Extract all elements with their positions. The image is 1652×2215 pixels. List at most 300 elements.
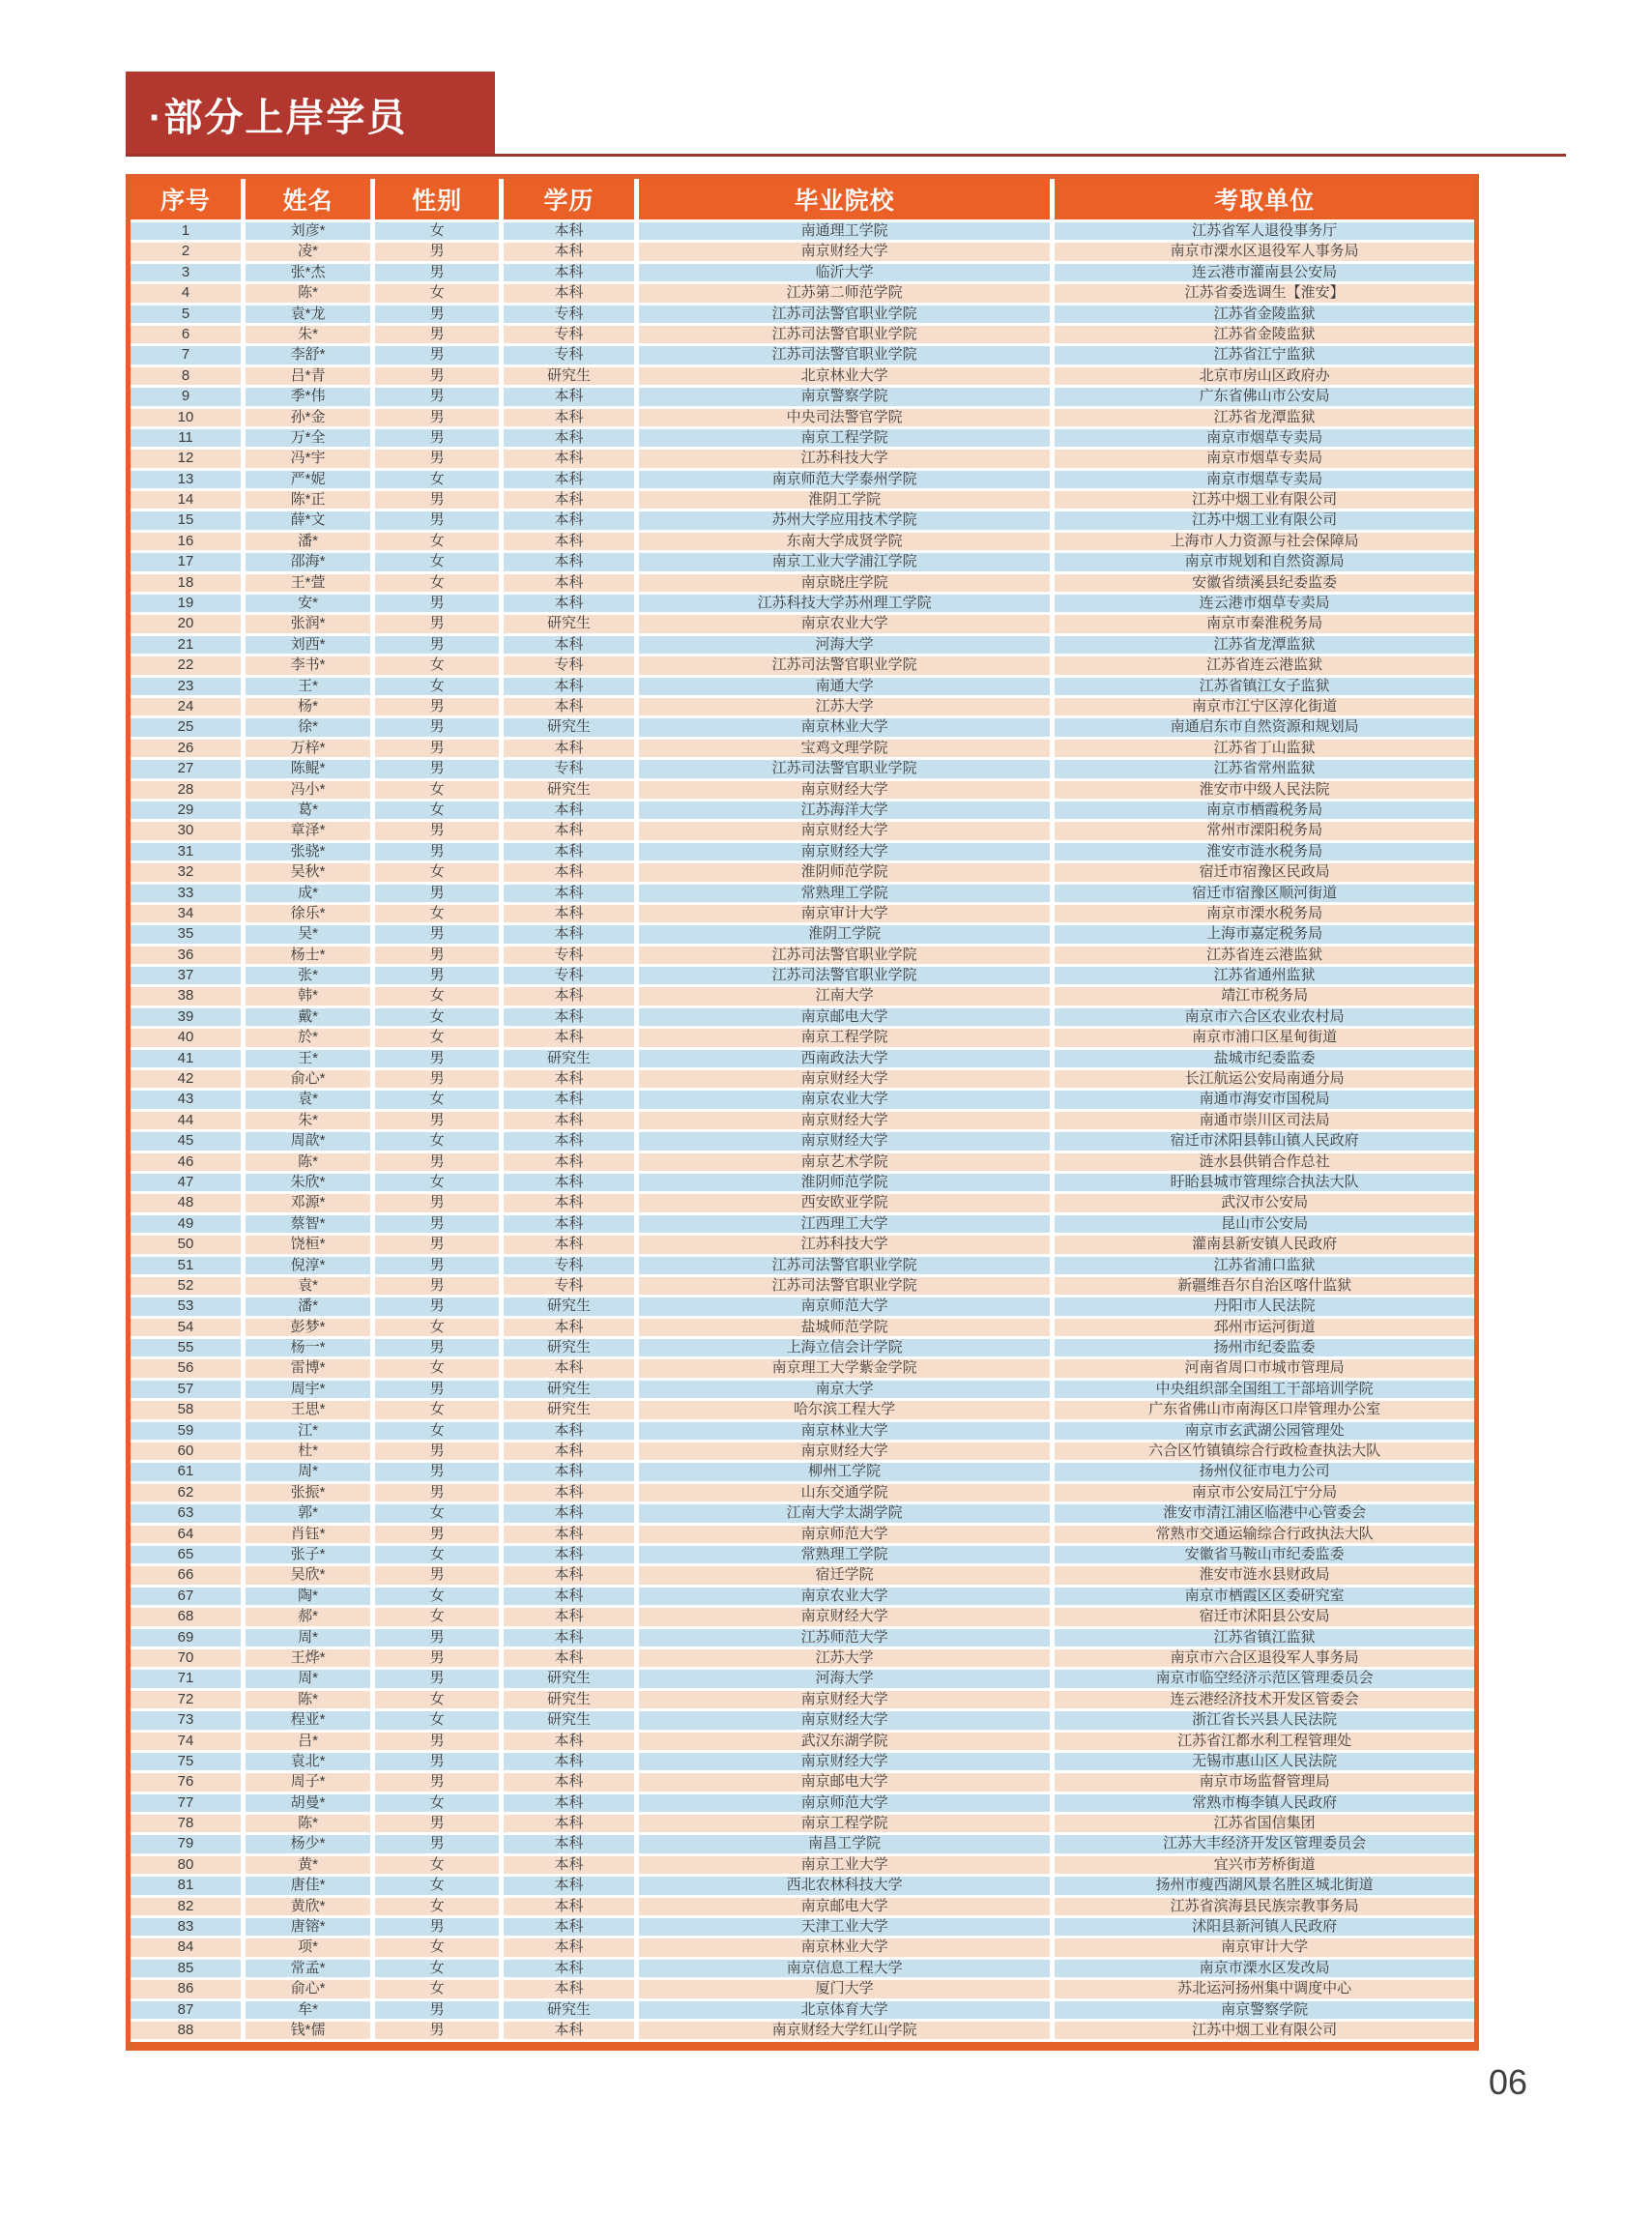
cell-gender: 女: [375, 1588, 499, 1605]
table-row: [130, 1194, 1474, 1211]
cell-school: 北京体育大学: [639, 2001, 1050, 2019]
table-row: [130, 1422, 1474, 1440]
cell-school: 江苏司法警官职业学院: [639, 967, 1050, 984]
cell-school: 江苏司法警官职业学院: [639, 656, 1050, 674]
cell-unit: 南通启东市自然资源和规划局: [1055, 718, 1474, 736]
cell-gender: 男: [375, 388, 499, 405]
cell-unit: 常熟市梅李镇人民政府: [1055, 1794, 1474, 1812]
cell-unit: 沭阳县新河镇人民政府: [1055, 1918, 1474, 1936]
cell-name: 倪淳*: [246, 1257, 370, 1274]
cell-index: 46: [130, 1153, 241, 1171]
table-row: [130, 574, 1474, 592]
cell-name: 葛*: [246, 801, 370, 819]
table-row: [130, 1215, 1474, 1233]
cell-index: 71: [130, 1670, 241, 1687]
cell-school: 南京财经大学: [639, 1753, 1050, 1770]
cell-index: 22: [130, 656, 241, 674]
cell-index: 17: [130, 553, 241, 570]
cell-unit: 盐城市纪委监委: [1055, 1050, 1474, 1067]
cell-index: 28: [130, 781, 241, 799]
cell-unit: 江苏省国信集团: [1055, 1815, 1474, 1832]
cell-name: 周宇*: [246, 1381, 370, 1398]
cell-degree: 本科: [504, 429, 634, 447]
cell-name: 季*伟: [246, 388, 370, 405]
table-row: [130, 1359, 1474, 1377]
cell-school: 南京工业大学浦江学院: [639, 553, 1050, 570]
table-row: [130, 1938, 1474, 1956]
cell-index: 86: [130, 1980, 241, 1997]
cell-school: 厦门大学: [639, 1980, 1050, 1997]
table-row: [130, 1029, 1474, 1046]
cell-name: 江*: [246, 1422, 370, 1440]
cell-index: 38: [130, 987, 241, 1005]
cell-index: 67: [130, 1588, 241, 1605]
table-row: [130, 306, 1474, 323]
cell-gender: 男: [375, 2001, 499, 2019]
cell-index: 52: [130, 1277, 241, 1295]
table-row: [130, 1070, 1474, 1088]
cell-index: 3: [130, 264, 241, 281]
table-row: [130, 2022, 1474, 2039]
cell-school: 江苏司法警官职业学院: [639, 346, 1050, 364]
cell-degree: 本科: [504, 1980, 634, 1997]
cell-name: 吴秋*: [246, 863, 370, 881]
cell-unit: 江苏省江宁监狱: [1055, 346, 1474, 364]
cell-name: 陶*: [246, 1588, 370, 1605]
cell-name: 王*萱: [246, 574, 370, 592]
table-row: [130, 760, 1474, 777]
cell-gender: 男: [375, 409, 499, 426]
cell-index: 74: [130, 1733, 241, 1750]
table-row: [130, 656, 1474, 674]
table-row: [130, 1277, 1474, 1295]
table-row: [130, 450, 1474, 467]
cell-degree: 本科: [504, 471, 634, 488]
cell-gender: 女: [375, 1794, 499, 1812]
cell-degree: 本科: [504, 1794, 634, 1812]
cell-degree: 本科: [504, 1422, 634, 1440]
cell-name: 唐佳*: [246, 1877, 370, 1894]
cell-gender: 男: [375, 1277, 499, 1295]
cell-gender: 男: [375, 306, 499, 323]
cell-degree: 本科: [504, 822, 634, 839]
table-row: [130, 905, 1474, 922]
cell-gender: 女: [375, 905, 499, 922]
cell-degree: 本科: [504, 1815, 634, 1832]
cell-name: 袁*: [246, 1277, 370, 1295]
cell-degree: 本科: [504, 1443, 634, 1460]
table-row: [130, 740, 1474, 757]
cell-school: 柳州工学院: [639, 1463, 1050, 1480]
cell-index: 21: [130, 636, 241, 654]
cell-school: 江南大学太湖学院: [639, 1504, 1050, 1522]
cell-name: 郭*: [246, 1504, 370, 1522]
cell-school: 南京财经大学: [639, 1711, 1050, 1729]
cell-school: 东南大学成贤学院: [639, 533, 1050, 550]
cell-unit: 南京市溧水税务局: [1055, 905, 1474, 922]
cell-gender: 女: [375, 1319, 499, 1336]
cell-name: 周歆*: [246, 1132, 370, 1150]
cell-index: 14: [130, 491, 241, 509]
cell-gender: 男: [375, 636, 499, 654]
cell-degree: 专科: [504, 306, 634, 323]
cell-unit: 上海市人力资源与社会保障局: [1055, 533, 1474, 550]
section-title: ·部分上岸学员: [149, 96, 408, 139]
cell-unit: 浙江省长兴县人民法院: [1055, 1711, 1474, 1729]
cell-name: 潘*: [246, 533, 370, 550]
cell-school: 宝鸡文理学院: [639, 740, 1050, 757]
cell-unit: 江苏省江都水利工程管理处: [1055, 1733, 1474, 1750]
cell-school: 南京农业大学: [639, 615, 1050, 632]
table-row: [130, 1649, 1474, 1667]
table-row: [130, 1132, 1474, 1150]
cell-gender: 男: [375, 1918, 499, 1936]
cell-degree: 本科: [504, 1112, 634, 1129]
cell-name: 周*: [246, 1629, 370, 1647]
cell-name: 王*: [246, 1050, 370, 1067]
cell-index: 82: [130, 1898, 241, 1915]
cell-gender: 女: [375, 1422, 499, 1440]
cell-unit: 南京市六合区农业农村局: [1055, 1008, 1474, 1026]
cell-unit: 江苏省龙潭监狱: [1055, 636, 1474, 654]
cell-school: 天津工业大学: [639, 1918, 1050, 1936]
cell-name: 蔡智*: [246, 1215, 370, 1233]
cell-unit: 邳州市运河街道: [1055, 1319, 1474, 1336]
cell-unit: 武汉市公安局: [1055, 1194, 1474, 1211]
header-cell: 性别: [375, 179, 499, 219]
table-row: [130, 1526, 1474, 1543]
cell-unit: 南通市崇川区司法局: [1055, 1112, 1474, 1129]
cell-gender: 男: [375, 1526, 499, 1543]
cell-name: 邵海*: [246, 553, 370, 570]
cell-index: 1: [130, 222, 241, 240]
cell-school: 淮阴师范学院: [639, 1174, 1050, 1191]
cell-unit: 南京市规划和自然资源局: [1055, 553, 1474, 570]
cell-degree: 本科: [504, 885, 634, 902]
cell-index: 65: [130, 1546, 241, 1563]
cell-name: 俞心*: [246, 1070, 370, 1088]
cell-name: 陈*: [246, 1691, 370, 1708]
cell-school: 南京晓庄学院: [639, 574, 1050, 592]
table-row: [130, 1753, 1474, 1770]
table-row: [130, 1960, 1474, 1977]
table-row: [130, 822, 1474, 839]
cell-gender: 男: [375, 1463, 499, 1480]
table-row: [130, 987, 1474, 1005]
cell-degree: 本科: [504, 1566, 634, 1584]
cell-index: 16: [130, 533, 241, 550]
cell-school: 江苏科技大学: [639, 450, 1050, 467]
cell-name: 周*: [246, 1463, 370, 1480]
cell-unit: 靖江市税务局: [1055, 987, 1474, 1005]
cell-degree: 专科: [504, 326, 634, 343]
cell-gender: 女: [375, 1546, 499, 1563]
cell-index: 50: [130, 1236, 241, 1253]
table-row: [130, 222, 1474, 240]
cell-index: 48: [130, 1194, 241, 1211]
table-row: [130, 1670, 1474, 1687]
cell-name: 杨一*: [246, 1339, 370, 1356]
table-row: [130, 1980, 1474, 1997]
cell-unit: 江苏省镇江女子监狱: [1055, 678, 1474, 695]
table-row: [130, 553, 1474, 570]
cell-unit: 广东省佛山市南海区口岸管理办公室: [1055, 1401, 1474, 1418]
cell-unit: 昆山市公安局: [1055, 1215, 1474, 1233]
cell-name: 黄欣*: [246, 1898, 370, 1915]
cell-unit: 南京市烟草专卖局: [1055, 450, 1474, 467]
table-row: [130, 1297, 1474, 1315]
cell-unit: 江苏省金陵监狱: [1055, 326, 1474, 343]
cell-school: 南京财经大学: [639, 1691, 1050, 1708]
cell-school: 南京农业大学: [639, 1588, 1050, 1605]
cell-school: 南京工程学院: [639, 1815, 1050, 1832]
cell-name: 吕*: [246, 1733, 370, 1750]
cell-gender: 男: [375, 429, 499, 447]
cell-unit: 江苏省镇江监狱: [1055, 1629, 1474, 1647]
cell-unit: 扬州市瘦西湖风景名胜区城北街道: [1055, 1877, 1474, 1894]
cell-gender: 女: [375, 1960, 499, 1977]
cell-school: 南京财经大学: [639, 822, 1050, 839]
cell-school: 南京工程学院: [639, 429, 1050, 447]
cell-gender: 女: [375, 781, 499, 799]
cell-name: 胡曼*: [246, 1794, 370, 1812]
cell-school: 南京师范大学: [639, 1526, 1050, 1543]
cell-name: 张骁*: [246, 843, 370, 860]
table-row: [130, 2001, 1474, 2019]
cell-degree: 本科: [504, 863, 634, 881]
table-row: [130, 533, 1474, 550]
cell-school: 南京工程学院: [639, 1029, 1050, 1046]
cell-index: 79: [130, 1835, 241, 1852]
cell-degree: 本科: [504, 1091, 634, 1108]
cell-gender: 男: [375, 1050, 499, 1067]
cell-school: 南京师范大学: [639, 1794, 1050, 1812]
cell-name: 吕*青: [246, 367, 370, 385]
cell-unit: 连云港经济技术开发区管委会: [1055, 1691, 1474, 1708]
cell-degree: 研究生: [504, 1711, 634, 1729]
cell-degree: 本科: [504, 574, 634, 592]
cell-unit: 安徽省绩溪县纪委监委: [1055, 574, 1474, 592]
cell-unit: 安徽省马鞍山市纪委监委: [1055, 1546, 1474, 1563]
cell-degree: 本科: [504, 1960, 634, 1977]
cell-index: 11: [130, 429, 241, 447]
cell-name: 陈*: [246, 1815, 370, 1832]
cell-unit: 江苏省滨海县民族宗教事务局: [1055, 1898, 1474, 1915]
header-cell: 学历: [504, 179, 634, 219]
cell-school: 南京财经大学: [639, 243, 1050, 260]
cell-degree: 本科: [504, 1629, 634, 1647]
title-rule-divider: [126, 154, 1566, 157]
cell-index: 30: [130, 822, 241, 839]
cell-gender: 男: [375, 1773, 499, 1791]
cell-name: 陈鲲*: [246, 760, 370, 777]
cell-name: 朱欣*: [246, 1174, 370, 1191]
cell-gender: 女: [375, 471, 499, 488]
cell-name: 俞心*: [246, 1980, 370, 1997]
students-table: [126, 174, 1479, 2051]
cell-name: 雷博*: [246, 1359, 370, 1377]
cell-index: 25: [130, 718, 241, 736]
cell-degree: 本科: [504, 2022, 634, 2039]
cell-index: 64: [130, 1526, 241, 1543]
cell-degree: 本科: [504, 1938, 634, 1956]
cell-degree: 本科: [504, 698, 634, 715]
table-row: [130, 1339, 1474, 1356]
cell-school: 江苏司法警官职业学院: [639, 947, 1050, 964]
table-row: [130, 636, 1474, 654]
cell-gender: 男: [375, 1629, 499, 1647]
cell-gender: 女: [375, 1608, 499, 1625]
cell-gender: 女: [375, 987, 499, 1005]
cell-degree: 专科: [504, 967, 634, 984]
cell-index: 8: [130, 367, 241, 385]
cell-name: 万梓*: [246, 740, 370, 757]
header-cell: 考取单位: [1055, 179, 1474, 219]
cell-degree: 本科: [504, 1918, 634, 1936]
cell-school: 南京财经大学: [639, 1132, 1050, 1150]
cell-degree: 研究生: [504, 1381, 634, 1398]
cell-name: 冯*宇: [246, 450, 370, 467]
cell-degree: 研究生: [504, 1297, 634, 1315]
cell-gender: 男: [375, 1112, 499, 1129]
cell-school: 苏州大学应用技术学院: [639, 511, 1050, 529]
cell-gender: 女: [375, 656, 499, 674]
cell-name: 黄*: [246, 1856, 370, 1874]
cell-index: 68: [130, 1608, 241, 1625]
table-row: [130, 863, 1474, 881]
cell-name: 杜*: [246, 1443, 370, 1460]
cell-gender: 男: [375, 760, 499, 777]
cell-index: 10: [130, 409, 241, 426]
cell-unit: 宿迁市宿豫区顺河街道: [1055, 885, 1474, 902]
cell-gender: 男: [375, 346, 499, 364]
cell-unit: 南京市场监督管理局: [1055, 1773, 1474, 1791]
cell-gender: 男: [375, 1381, 499, 1398]
cell-gender: 女: [375, 1856, 499, 1874]
cell-name: 邓源*: [246, 1194, 370, 1211]
cell-school: 南京农业大学: [639, 1091, 1050, 1108]
cell-unit: 无锡市惠山区人民法院: [1055, 1753, 1474, 1770]
cell-gender: 男: [375, 2022, 499, 2039]
cell-gender: 女: [375, 1174, 499, 1191]
cell-degree: 专科: [504, 346, 634, 364]
cell-name: 项*: [246, 1938, 370, 1956]
cell-gender: 女: [375, 553, 499, 570]
cell-index: 66: [130, 1566, 241, 1584]
cell-unit: 淮安市涟水税务局: [1055, 843, 1474, 860]
cell-degree: 本科: [504, 1236, 634, 1253]
cell-index: 26: [130, 740, 241, 757]
cell-name: 於*: [246, 1029, 370, 1046]
cell-index: 47: [130, 1174, 241, 1191]
cell-name: 韩*: [246, 987, 370, 1005]
cell-gender: 男: [375, 947, 499, 964]
cell-index: 73: [130, 1711, 241, 1729]
cell-index: 20: [130, 615, 241, 632]
cell-unit: 江苏省龙潭监狱: [1055, 409, 1474, 426]
cell-name: 陈*: [246, 1153, 370, 1171]
table-row: [130, 511, 1474, 529]
cell-index: 43: [130, 1091, 241, 1108]
table-row: [130, 967, 1474, 984]
cell-degree: 研究生: [504, 1401, 634, 1418]
cell-unit: 南京市栖霞税务局: [1055, 801, 1474, 819]
table-body: [130, 222, 1474, 2039]
cell-index: 33: [130, 885, 241, 902]
cell-degree: 本科: [504, 1319, 634, 1336]
cell-degree: 本科: [504, 388, 634, 405]
cell-gender: 女: [375, 533, 499, 550]
table-row: [130, 947, 1474, 964]
cell-school: 南京财经大学: [639, 1070, 1050, 1088]
cell-gender: 男: [375, 264, 499, 281]
cell-gender: 女: [375, 1691, 499, 1708]
cell-gender: 男: [375, 1670, 499, 1687]
cell-index: 69: [130, 1629, 241, 1647]
cell-degree: 本科: [504, 678, 634, 695]
cell-name: 孙*金: [246, 409, 370, 426]
table-row: [130, 388, 1474, 405]
cell-unit: 宿迁市沭阳县韩山镇人民政府: [1055, 1132, 1474, 1150]
cell-degree: 研究生: [504, 615, 634, 632]
cell-name: 刘西*: [246, 636, 370, 654]
cell-name: 张振*: [246, 1484, 370, 1501]
cell-degree: 研究生: [504, 1670, 634, 1687]
cell-gender: 男: [375, 1215, 499, 1233]
cell-school: 南京信息工程大学: [639, 1960, 1050, 1977]
cell-index: 36: [130, 947, 241, 964]
table-row: [130, 1546, 1474, 1563]
cell-unit: 江苏省常州监狱: [1055, 760, 1474, 777]
cell-school: 南昌工学院: [639, 1835, 1050, 1852]
table-row: [130, 595, 1474, 612]
cell-unit: 南京市溧水区退役军人事务局: [1055, 243, 1474, 260]
cell-gender: 男: [375, 1257, 499, 1274]
table-row: [130, 1443, 1474, 1460]
cell-degree: 本科: [504, 1773, 634, 1791]
cell-index: 59: [130, 1422, 241, 1440]
cell-name: 肖钰*: [246, 1526, 370, 1543]
cell-school: 西南政法大学: [639, 1050, 1050, 1067]
cell-school: 南京理工大学紫金学院: [639, 1359, 1050, 1377]
cell-gender: 女: [375, 1091, 499, 1108]
cell-gender: 女: [375, 574, 499, 592]
cell-gender: 女: [375, 284, 499, 302]
cell-gender: 男: [375, 1297, 499, 1315]
cell-name: 朱*: [246, 1112, 370, 1129]
table-row: [130, 409, 1474, 426]
cell-index: 49: [130, 1215, 241, 1233]
cell-unit: 扬州仪征市电力公司: [1055, 1463, 1474, 1480]
cell-degree: 本科: [504, 511, 634, 529]
cell-name: 陈*正: [246, 491, 370, 509]
cell-index: 81: [130, 1877, 241, 1894]
cell-degree: 专科: [504, 1277, 634, 1295]
cell-gender: 男: [375, 698, 499, 715]
table-row: [130, 367, 1474, 385]
table-row: [130, 1629, 1474, 1647]
cell-name: 李书*: [246, 656, 370, 674]
cell-degree: 本科: [504, 636, 634, 654]
cell-unit: 江苏中烟工业有限公司: [1055, 2022, 1474, 2039]
cell-unit: 涟水县供销合作总社: [1055, 1153, 1474, 1171]
cell-index: 32: [130, 863, 241, 881]
cell-index: 24: [130, 698, 241, 715]
cell-index: 37: [130, 967, 241, 984]
table-row: [130, 843, 1474, 860]
cell-school: 淮阴工学院: [639, 925, 1050, 943]
cell-name: 钱*儒: [246, 2022, 370, 2039]
